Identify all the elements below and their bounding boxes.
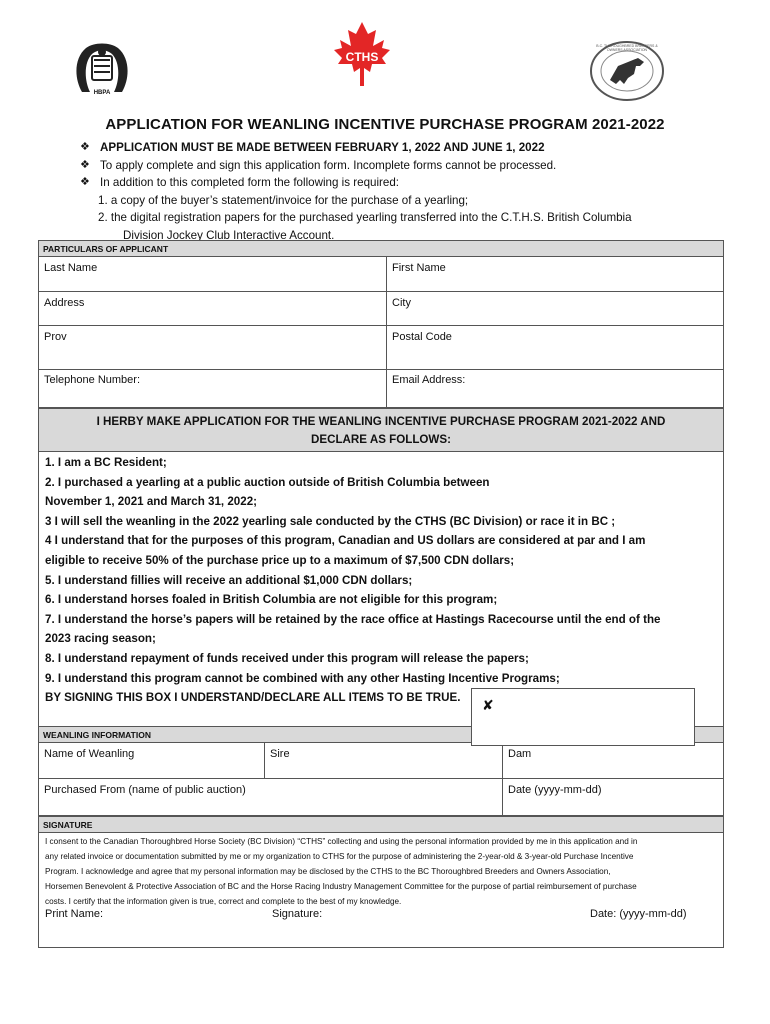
page-title: APPLICATION FOR WEANLING INCENTIVE PURCHASE PROGRAM 2021-2022 (105, 116, 665, 133)
address-field[interactable]: Address (44, 297, 85, 309)
requirement-item: 2. the digital registration papers for the purchased yearling transferred into the C.T.H.S. British Columbia (98, 211, 632, 224)
diamond-bullet-icon: ❖ (80, 176, 90, 188)
hbpa-logo (72, 40, 132, 100)
print-name-field[interactable]: Print Name: (45, 908, 104, 920)
telephone-field[interactable]: Telephone Number: (44, 374, 141, 386)
declaration-item: 3 I will sell the weanling in the 2022 yearling sale conducted by the CTHS (BC Division) or race it in BC ; (45, 514, 616, 528)
weanling-name-field[interactable]: Name of Weanling (44, 748, 135, 760)
declaration-item: 9. I understand this program cannot be combined with any other Hasting Incentive Programs; (45, 671, 560, 685)
bc-thoroughbred-logo-text: B.C. THOROUGHBRED BREEDERS & OWNERS ASSOCIATION (596, 44, 658, 52)
applicant-header: PARTICULARS OF APPLICANT (39, 241, 723, 257)
instruction-item: ❖ To apply complete and sign this application form. Incomplete forms cannot be processed. (80, 157, 730, 175)
declaration-item: 5. I understand fillies will receive an additional $1,000 CDN dollars; (45, 573, 413, 587)
city-field[interactable]: City (392, 297, 411, 309)
declaration-item: eligible to receive 50% of the purchase price up to a maximum of $7,500 CDN dollars; (45, 553, 515, 567)
postal-code-field[interactable]: Postal Code (392, 331, 452, 343)
requirement-item: Division Jockey Club Interactive Account. (123, 228, 335, 242)
signature-date-field[interactable]: Date: (yyyy-mm-dd) (590, 908, 687, 920)
prov-field[interactable]: Prov (44, 331, 67, 343)
first-name-field[interactable]: First Name (392, 262, 446, 274)
email-field[interactable]: Email Address: (392, 374, 466, 386)
hbpa-logo-text: HBPA (93, 90, 111, 96)
requirement-item: 1. a copy of the buyer’s statement/invoice for the purchase of a yearling; (98, 193, 469, 207)
declaration-heading: I HERBY MAKE APPLICATION FOR THE WEANLING INCENTIVE PURCHASE PROGRAM 2021-2022 AND DECLARE AS FOLLOWS: (38, 408, 724, 452)
cths-logo-text: CTHS (345, 50, 379, 64)
declaration-item: BY SIGNING THIS BOX I UNDERSTAND/DECLARE ALL ITEMS TO BE TRUE. (45, 691, 461, 705)
declaration-item: November 1, 2021 and March 31, 2022; (45, 495, 258, 509)
bc-thoroughbred-logo (588, 40, 666, 102)
declaration-item: 2023 racing season; (45, 632, 156, 646)
diamond-bullet-icon: ❖ (80, 158, 90, 171)
signature-field[interactable]: Signature: (272, 908, 323, 920)
instruction-item: ❖ In addition to this completed form the following is required: (80, 174, 730, 192)
declaration-item: 7. I understand the horse’s papers will be retained by the race office at Hastings Racecourse until the end of the (45, 612, 661, 626)
purchased-from-field[interactable]: Purchased From (name of public auction) (44, 784, 246, 796)
declaration-item: 2. I purchased a yearling at a public auction outside of British Columbia between (45, 475, 490, 489)
declaration-list (45, 453, 705, 708)
consent-text: I consent to the Canadian Thoroughbred Horse Society (BC Division) “CTHS” collecting and using the personal information provided by me in this application and in any related invoice or documentation submitted by me or my organization to CTHS for the purpose of administering the 2-year-old & 3-year-old Purchase Incentive Program. I acknowledge and agree that my personal information may be disclosed by the CTHS to the BC Thoroughbred Breeders and Owners Association, Horsemen Benevolent & Protective Association of BC and the Horse Racing Industry Management Committee for the purpose of partial reimbursement of purchase costs. I certify that the information given is true, correct and complete to the best of my knowledge. (45, 837, 638, 906)
cths-logo (332, 20, 392, 90)
diamond-bullet-icon: ❖ (80, 141, 90, 153)
sire-field[interactable]: Sire (270, 748, 290, 760)
last-name-field[interactable]: Last Name (44, 262, 98, 274)
declaration-item: 6. I understand horses foaled in British Columbia are not eligible for this program; (45, 593, 498, 607)
declaration-item: 8. I understand repayment of funds received under this program will release the papers; (45, 651, 529, 665)
purchase-date-field[interactable]: Date (yyyy-mm-dd) (508, 784, 602, 796)
declaration-item: 1. I am a BC Resident; (45, 456, 167, 469)
instruction-item: ❖ APPLICATION MUST BE MADE BETWEEN FEBRUARY 1, 2022 AND JUNE 1, 2022 (80, 139, 730, 157)
declaration-item: 4 I understand that for the purposes of this program, Canadian and US dollars are considered at par and I am (45, 534, 646, 548)
declaration-signature-box[interactable] (471, 688, 695, 746)
signature-header: SIGNATURE (39, 817, 723, 833)
instructions (80, 139, 730, 244)
dam-field[interactable]: Dam (508, 748, 532, 760)
sign-here-x-icon: ✘ (482, 697, 494, 713)
weanling-header: WEANLING INFORMATION (39, 727, 723, 743)
